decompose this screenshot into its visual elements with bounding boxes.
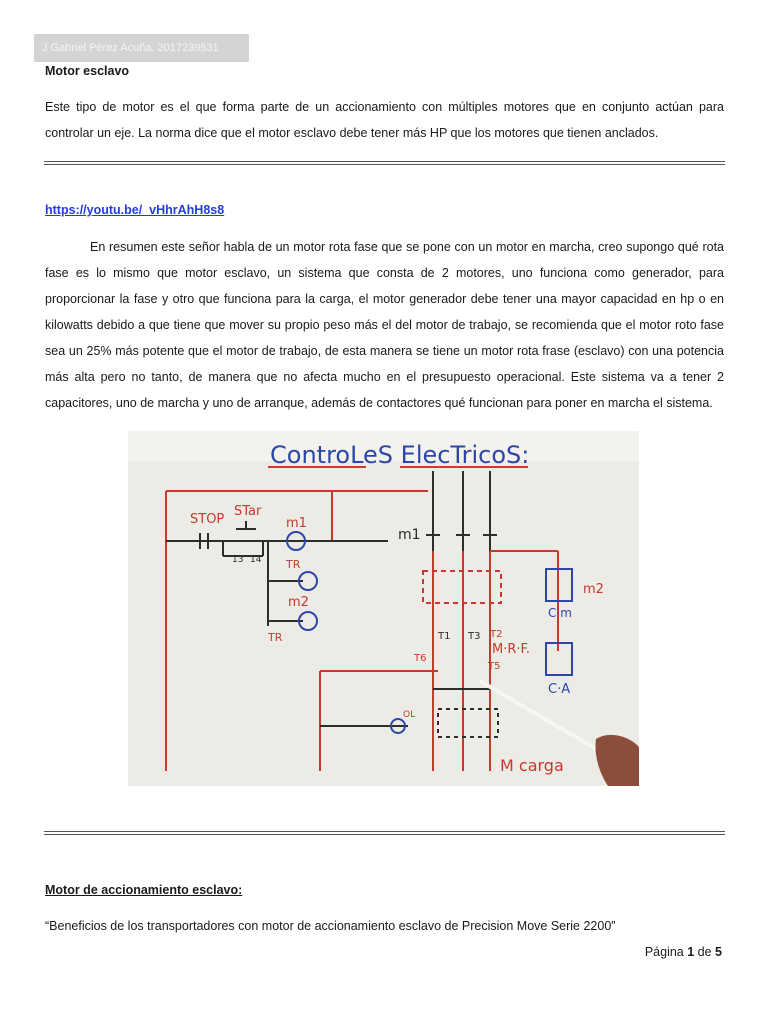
diagram-title: ControLeS ElecTricoS:	[270, 441, 530, 469]
section-heading-accionamiento: Motor de accionamiento esclavo:	[45, 883, 243, 897]
tr-coil-label: TR	[286, 558, 301, 571]
m2-capacitor-label: m2	[583, 582, 604, 597]
mrf-label: M·R·F.	[492, 642, 531, 657]
t5-label: T5	[488, 661, 501, 672]
start-label: STar	[234, 504, 262, 519]
tr-contact-label: TR	[268, 631, 283, 644]
quote-text: “Beneficios de los transportadores con motor de accionamiento esclavo de Precision Move Serie 2200”	[45, 919, 616, 933]
author-stamp: J Gabriel Pérez Acuña, 2017239531	[34, 34, 249, 62]
whiteboard-diagram-photo	[128, 431, 639, 786]
youtube-link[interactable]: https://youtu.be/_vHhrAhH8s8	[45, 203, 225, 217]
total-pages: 5	[715, 945, 722, 959]
divider	[44, 161, 725, 165]
page-label: Página	[644, 945, 688, 959]
load-motor-label: M carga	[500, 756, 564, 775]
t1-label: T1	[438, 631, 451, 642]
page-of: de	[694, 945, 716, 959]
run-capacitor-label: C·m	[548, 606, 572, 620]
t6-label: T6	[414, 653, 427, 664]
current-page: 1	[687, 945, 695, 959]
contact-13-label: 13	[232, 555, 244, 565]
m2-coil-label: m2	[288, 595, 309, 610]
t2-label: T2	[490, 629, 503, 640]
m1-coil-label: m1	[286, 516, 307, 531]
stop-label: STOP	[190, 512, 225, 527]
definition-paragraph: Este tipo de motor es el que forma parte de un accionamiento con múltiples motores que en conjunto actúan para controlar un eje. La norma dice que el motor esclavo debe tener más HP que los motores que tienen anclados.	[45, 100, 724, 140]
overload-label: OL	[403, 710, 416, 720]
summary-paragraph: En resumen este señor habla de un motor rota fase que se pone con un motor en marcha, creo supongo qué rota fase es lo mismo que motor esclavo, un sistema que consta de 2 motores, uno funciona como generador, para proporcionar la fase y otro que funciona para la carga, el motor generador debe tener una mayor capacidad en hp o en kilowatts debido a que tiene que mover su propio peso más el del motor de trabajo, se recomienda que el motor roto fase sea un 25% más potente que el motor de trabajo, de esta manera se tiene un motor rota frase (esclavo) con una potencia más alta pero no tanto, de manera que no afecta mucho en el presupuesto operacional. Este sistema va a tener 2 capacitores, uno de marcha y uno de arranque, además de contactores qué funcionan para poner en marcha el sistema.	[45, 240, 724, 410]
m1-contacts-label: m1	[398, 527, 421, 543]
start-capacitor-label: C·A	[548, 682, 571, 697]
section-heading-motor-esclavo: Motor esclavo	[45, 64, 130, 78]
page-number	[645, 945, 722, 959]
divider	[44, 831, 725, 835]
t3-label: T3	[468, 631, 481, 642]
contact-14-label: 14	[250, 555, 262, 565]
